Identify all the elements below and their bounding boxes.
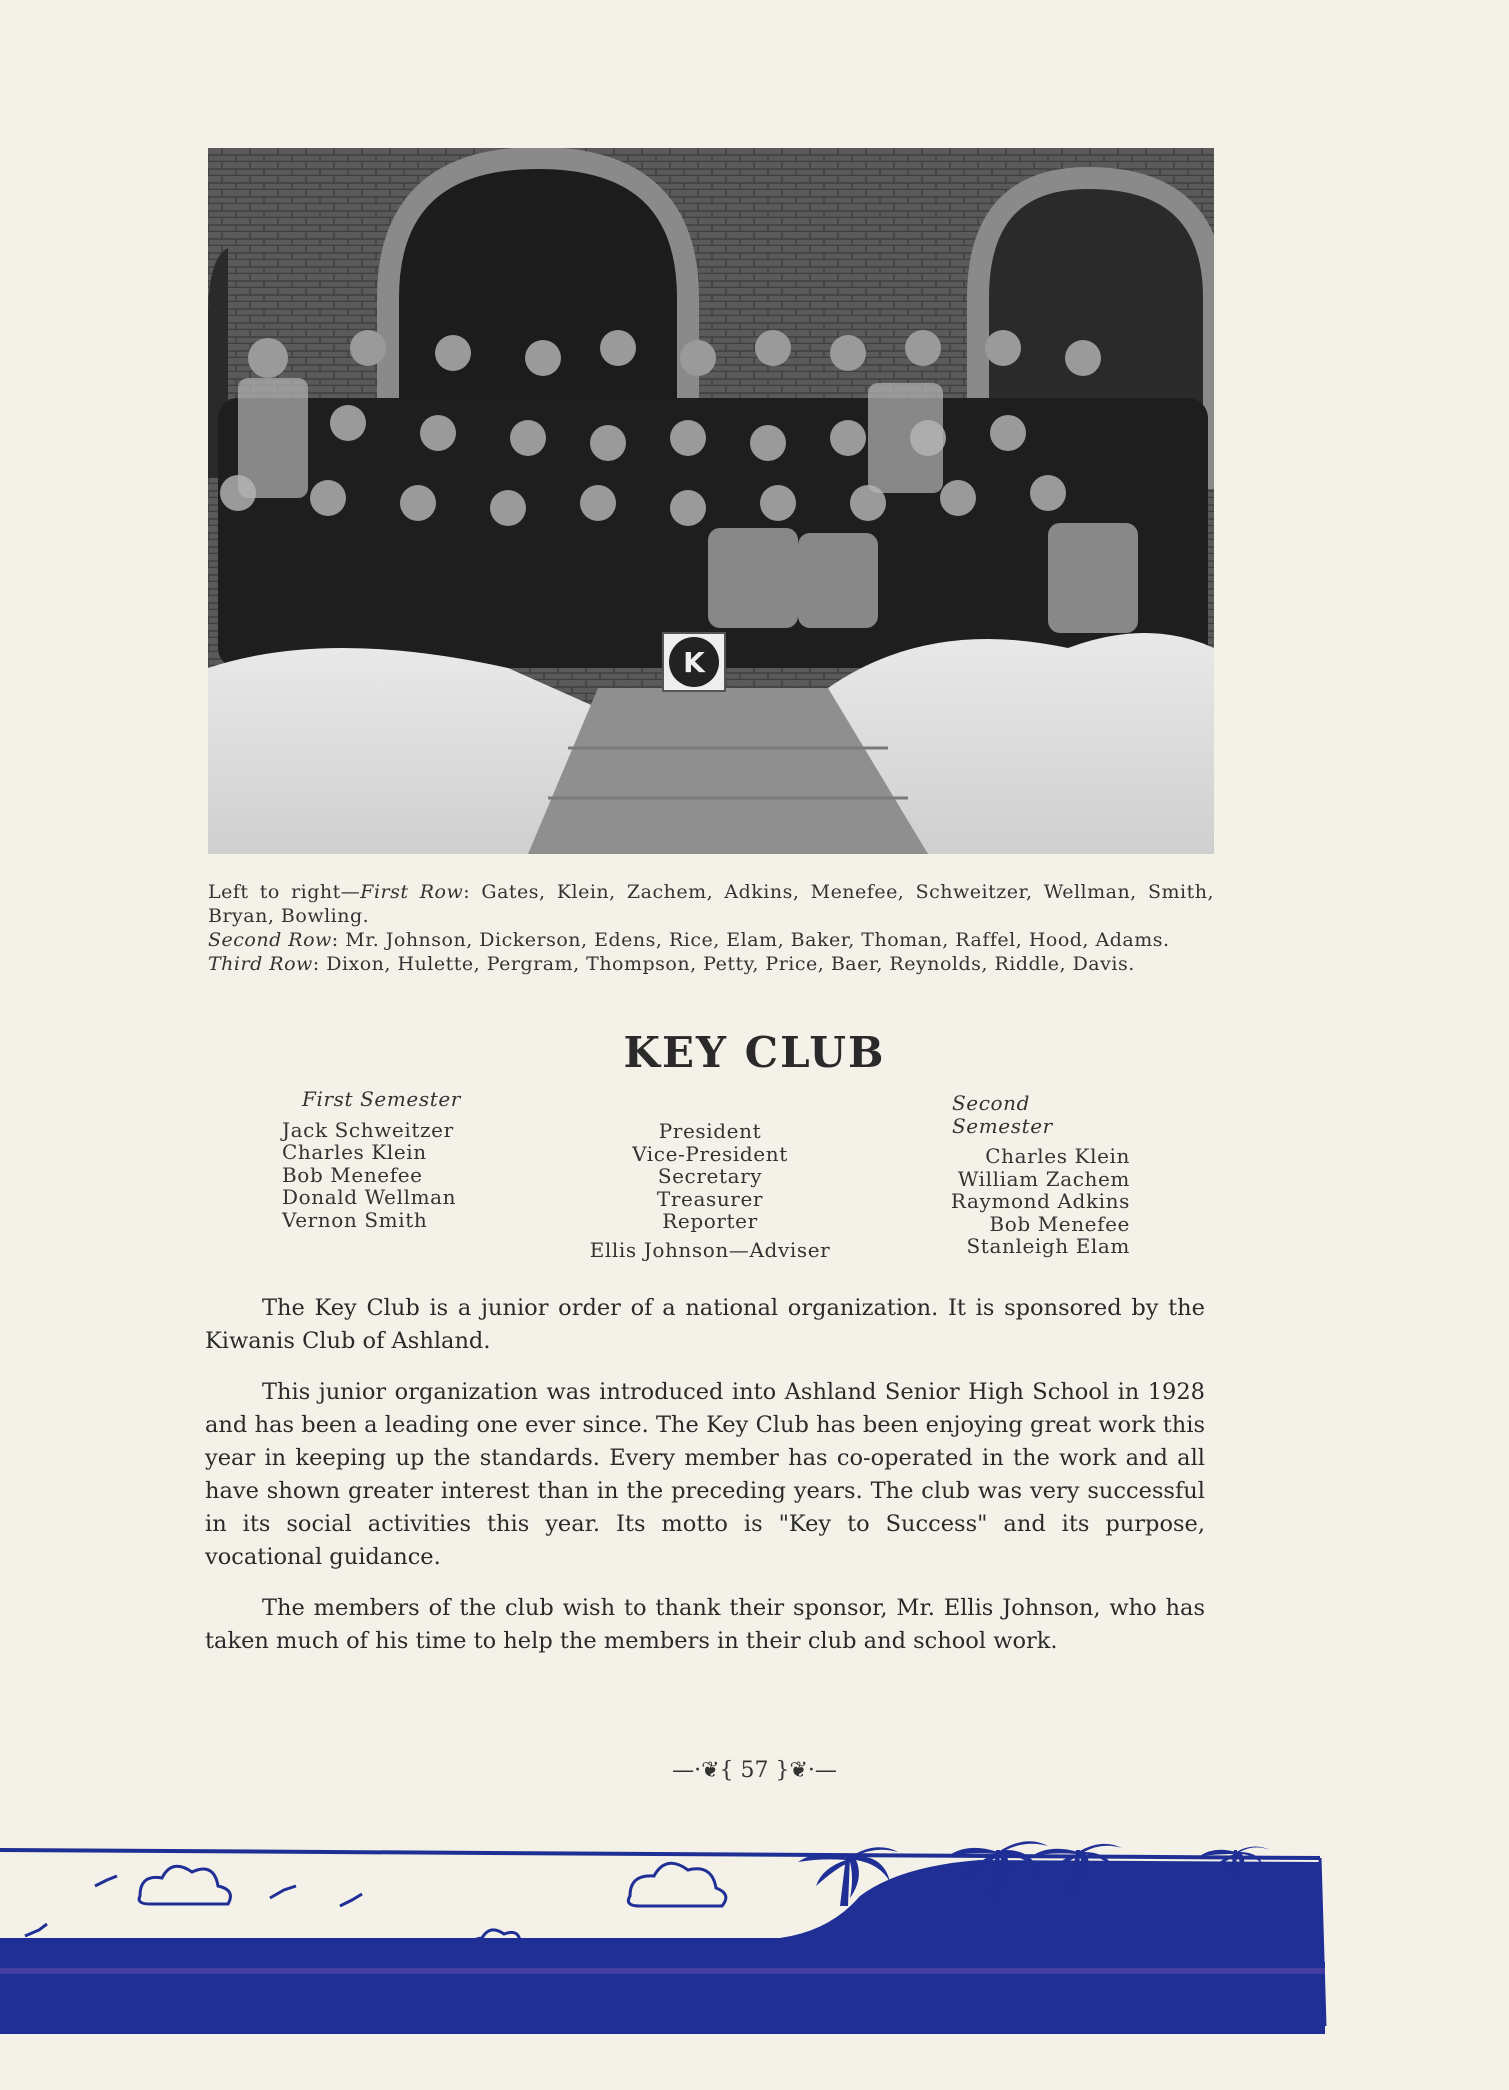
- caption-row1-names: : Gates, Klein, Zachem, Adkins, Menefee, Schweitzer, Wellman, Smith, Bryan, Bowling.: [208, 881, 1214, 927]
- group-photo: [208, 148, 1214, 854]
- office-title: Reporter: [662, 1209, 758, 1233]
- caption-row3-label: Third Row: [208, 953, 313, 975]
- paragraph: The Key Club is a junior order of a national organization. It is sponsored by the Kiwanis Club of Ashland.: [205, 1295, 1205, 1354]
- adviser-line: Ellis Johnson—Adviser: [589, 1237, 831, 1262]
- paragraph: This junior organization was introduced into Ashland Senior High School in 1928 and has been a leading one ever since. The Key Club has been enjoying great work this year in keeping up the standards. Every member has co-operated in the work and all have shown greater interest than in the preceding years. The club was very successful in its social activities this year. Its motto is "Key to Success" and its purpose, vocational guidance.: [205, 1379, 1205, 1570]
- second-semester-column: [930, 1092, 1130, 1258]
- caption-lead: Left to right—: [208, 881, 361, 903]
- office-title: Treasurer: [656, 1186, 764, 1211]
- officer-name: William Zachem: [957, 1166, 1130, 1191]
- officer-name: Bob Menefee: [989, 1211, 1130, 1236]
- page-title: KEY CLUB: [623, 1028, 886, 1077]
- page-number: [0, 1758, 1509, 1783]
- caption-row1-label: First Row: [360, 881, 464, 903]
- article-body: [205, 1292, 1205, 1676]
- photo-caption: [208, 880, 1214, 976]
- caption-second-row: [208, 928, 1214, 952]
- officer-name: Vernon Smith: [282, 1207, 428, 1232]
- second-semester-heading: Second Semester: [952, 1091, 1053, 1138]
- caption-row2-label: Second Row: [208, 929, 332, 951]
- landscape-illustration: [0, 1836, 1509, 2056]
- caption-third-row: [208, 952, 1214, 976]
- first-semester-heading: First Semester: [302, 1087, 461, 1111]
- officer-name: Stanleigh Elam: [966, 1234, 1130, 1258]
- caption-row2-names: : Mr. Johnson, Dickerson, Edens, Rice, Elam, Baker, Thoman, Raffel, Hood, Adams.: [331, 929, 1170, 951]
- officer-name: Charles Klein: [985, 1144, 1130, 1168]
- officer-name: Raymond Adkins: [950, 1189, 1130, 1213]
- officer-name: Jack Schweitzer: [282, 1117, 454, 1142]
- first-semester-column: [282, 1088, 502, 1231]
- offices-column: [560, 1120, 860, 1261]
- decorative-footer: [0, 1836, 1509, 2056]
- ornament-left-icon: —·❦{: [672, 1758, 741, 1783]
- paragraph: The members of the club wish to thank their sponsor, Mr. Ellis Johnson, who has taken much of his time to help the members in their club and school work.: [205, 1595, 1205, 1654]
- k-sign-letter: K: [683, 646, 705, 679]
- page-number-value: 57: [740, 1758, 769, 1783]
- ornament-right-icon: }❦·—: [768, 1758, 837, 1783]
- officer-name: Donald Wellman: [282, 1185, 457, 1209]
- caption-row3-names: : Dixon, Hulette, Pergram, Thompson, Petty, Price, Baer, Reynolds, Riddle, Davis.: [312, 953, 1135, 975]
- office-title: President: [658, 1119, 762, 1143]
- officer-name: Charles Klein: [282, 1140, 427, 1164]
- bird-icon: [25, 1876, 362, 1936]
- office-title: Vice-President: [632, 1141, 788, 1166]
- caption-first-row: [208, 880, 1214, 928]
- officer-name: Bob Menefee: [282, 1162, 423, 1187]
- office-title: Secretary: [657, 1164, 763, 1188]
- group-photo-illustration: [208, 148, 1214, 854]
